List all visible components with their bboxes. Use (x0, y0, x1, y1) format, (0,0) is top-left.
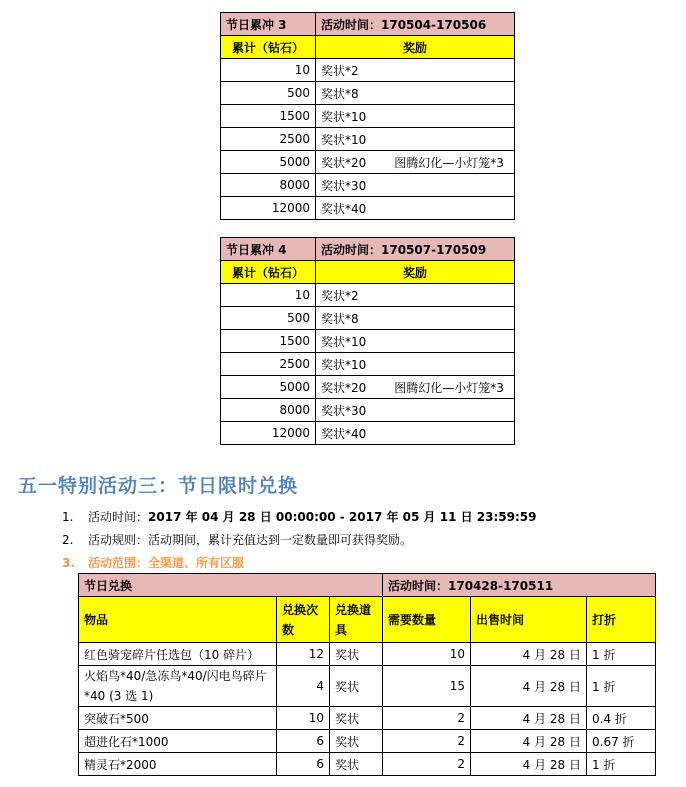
tier4-amount: 2500 (221, 353, 316, 376)
rule-label: 活动范围： (88, 556, 149, 570)
table-row (221, 307, 515, 330)
exchange-table (78, 573, 656, 776)
table-row (221, 105, 515, 128)
tier3-table (220, 12, 515, 220)
tier4-reward-cell (316, 422, 515, 445)
exchange-date: 4 月 28 日 (471, 643, 587, 666)
rules-list (62, 507, 536, 576)
tier4-table (220, 237, 515, 445)
exchange-item: 超进化石*1000 (79, 730, 277, 753)
tier3-reward: 奖状*30 (321, 178, 367, 193)
exchange-discount: 1 折 (587, 666, 656, 707)
exchange-times: 12 (277, 643, 330, 666)
tier4-reward: 奖状*40 (321, 426, 367, 441)
table-row (221, 284, 515, 307)
tier4-reward-cell (316, 376, 515, 399)
tier3-reward: 奖状*10 (321, 109, 367, 124)
tier4-amount: 12000 (221, 422, 316, 445)
rule-number: 2. (62, 533, 74, 547)
rule-number: 3. (62, 556, 75, 570)
table-row (79, 707, 656, 730)
table-row (221, 197, 515, 220)
tier3-reward: 奖状*10 (321, 132, 367, 147)
table-row (221, 399, 515, 422)
tier4-title: 节日累冲 4 (221, 238, 316, 261)
tier4-reward-extra: 图腾幻化—小灯笼*3 (394, 380, 504, 395)
exchange-discount: 0.67 折 (587, 730, 656, 753)
tier4-amount: 5000 (221, 376, 316, 399)
exchange-qty: 2 (383, 753, 471, 776)
table-row (221, 376, 515, 399)
table-row (79, 753, 656, 776)
tier3-period: 活动时间：170504-170506 (316, 13, 515, 36)
exchange-currency: 奖状 (330, 730, 383, 753)
rule-number: 1. (62, 510, 74, 524)
tier4-reward-cell (316, 330, 515, 353)
rule-value: 2017 年 04 月 28 日 00:00:00 - 2017 年 05 月 11 日 23:59:59 (148, 510, 537, 524)
tier3-reward-cell (316, 197, 515, 220)
tier3-col-amount: 累计（钻石） (221, 36, 316, 59)
table-row (221, 59, 515, 82)
tier3-reward-cell (316, 128, 515, 151)
tier3-reward: 奖状*2 (321, 63, 359, 78)
exchange-discount: 1 折 (587, 753, 656, 776)
exchange-times: 4 (277, 666, 330, 707)
tier3-reward-cell (316, 105, 515, 128)
tier4-amount: 500 (221, 307, 316, 330)
table-row (221, 151, 515, 174)
exchange-date: 4 月 28 日 (471, 666, 587, 707)
tier3-reward: 奖状*20 (321, 155, 367, 170)
tier3-amount: 8000 (221, 174, 316, 197)
exchange-item: 突破石*500 (79, 707, 277, 730)
exchange-qty: 10 (383, 643, 471, 666)
tier4-reward-cell (316, 307, 515, 330)
exchange-title: 节日兑换 (79, 574, 383, 597)
tier4-reward: 奖状*30 (321, 403, 367, 418)
exchange-col-date: 出售时间 (471, 597, 587, 643)
tier3-amount: 5000 (221, 151, 316, 174)
exchange-discount: 1 折 (587, 643, 656, 666)
tier4-amount: 10 (221, 284, 316, 307)
rule-label: 活动规则： (88, 533, 149, 547)
table-row (221, 330, 515, 353)
exchange-col-qty: 需要数量 (383, 597, 471, 643)
tier3-amount: 12000 (221, 197, 316, 220)
exchange-times: 10 (277, 707, 330, 730)
table-row (79, 666, 656, 707)
tier4-amount: 8000 (221, 399, 316, 422)
exchange-col-times: 兑换次数 (277, 597, 330, 643)
tier3-reward: 奖状*40 (321, 201, 367, 216)
tier3-amount: 10 (221, 59, 316, 82)
table-row (221, 174, 515, 197)
table-row (221, 353, 515, 376)
exchange-qty: 2 (383, 730, 471, 753)
exchange-qty: 2 (383, 707, 471, 730)
tier4-reward: 奖状*8 (321, 311, 359, 326)
tier4-col-amount: 累计（钻石） (221, 261, 316, 284)
exchange-item: 火焰鸟*40/急冻鸟*40/闪电鸟碎片*40 (3 选 1) (79, 666, 277, 707)
table-row (79, 730, 656, 753)
exchange-period: 活动时间：170428-170511 (383, 574, 656, 597)
tier3-reward-cell (316, 174, 515, 197)
tier3-reward-cell (316, 151, 515, 174)
section-heading: 五一特别活动三：节日限时兑换 (18, 475, 299, 497)
tier3-amount: 500 (221, 82, 316, 105)
tier3-reward-extra: 图腾幻化—小灯笼*3 (394, 155, 504, 170)
exchange-date: 4 月 28 日 (471, 707, 587, 730)
rule-item-rules (62, 530, 536, 553)
tier3-amount: 2500 (221, 128, 316, 151)
exchange-col-item: 物品 (79, 597, 277, 643)
table-row (221, 422, 515, 445)
tier4-reward-cell (316, 353, 515, 376)
exchange-item: 红色骑宠碎片任选包（10 碎片） (79, 643, 277, 666)
exchange-date: 4 月 28 日 (471, 730, 587, 753)
exchange-col-currency: 兑换道具 (330, 597, 383, 643)
tier3-reward-cell (316, 59, 515, 82)
tier4-reward-cell (316, 399, 515, 422)
exchange-col-discount: 打折 (587, 597, 656, 643)
tier3-title: 节日累冲 3 (221, 13, 316, 36)
tier4-amount: 1500 (221, 330, 316, 353)
tier3-reward-cell (316, 82, 515, 105)
rule-value: 全渠道、所有区服 (148, 556, 245, 570)
exchange-item: 精灵石*2000 (79, 753, 277, 776)
tier3-amount: 1500 (221, 105, 316, 128)
exchange-date: 4 月 28 日 (471, 753, 587, 776)
table-row (221, 128, 515, 151)
exchange-currency: 奖状 (330, 753, 383, 776)
exchange-discount: 0.4 折 (587, 707, 656, 730)
table-row (79, 643, 656, 666)
exchange-currency: 奖状 (330, 666, 383, 707)
tier4-reward: 奖状*10 (321, 357, 367, 372)
exchange-currency: 奖状 (330, 707, 383, 730)
rule-item-time (62, 507, 536, 530)
tier4-period: 活动时间：170507-170509 (316, 238, 515, 261)
exchange-currency: 奖状 (330, 643, 383, 666)
tier4-reward-cell (316, 284, 515, 307)
tier3-col-reward: 奖励 (316, 36, 515, 59)
tier4-col-reward: 奖励 (316, 261, 515, 284)
tier3-reward: 奖状*8 (321, 86, 359, 101)
exchange-times: 6 (277, 730, 330, 753)
exchange-qty: 15 (383, 666, 471, 707)
tier4-reward: 奖状*2 (321, 288, 359, 303)
rule-label: 活动时间： (88, 510, 149, 524)
table-row (221, 82, 515, 105)
tier4-reward: 奖状*10 (321, 334, 367, 349)
rule-value: 活动期间，累计充值达到一定数量即可获得奖励。 (148, 533, 413, 547)
exchange-times: 6 (277, 753, 330, 776)
tier4-reward: 奖状*20 (321, 380, 367, 395)
